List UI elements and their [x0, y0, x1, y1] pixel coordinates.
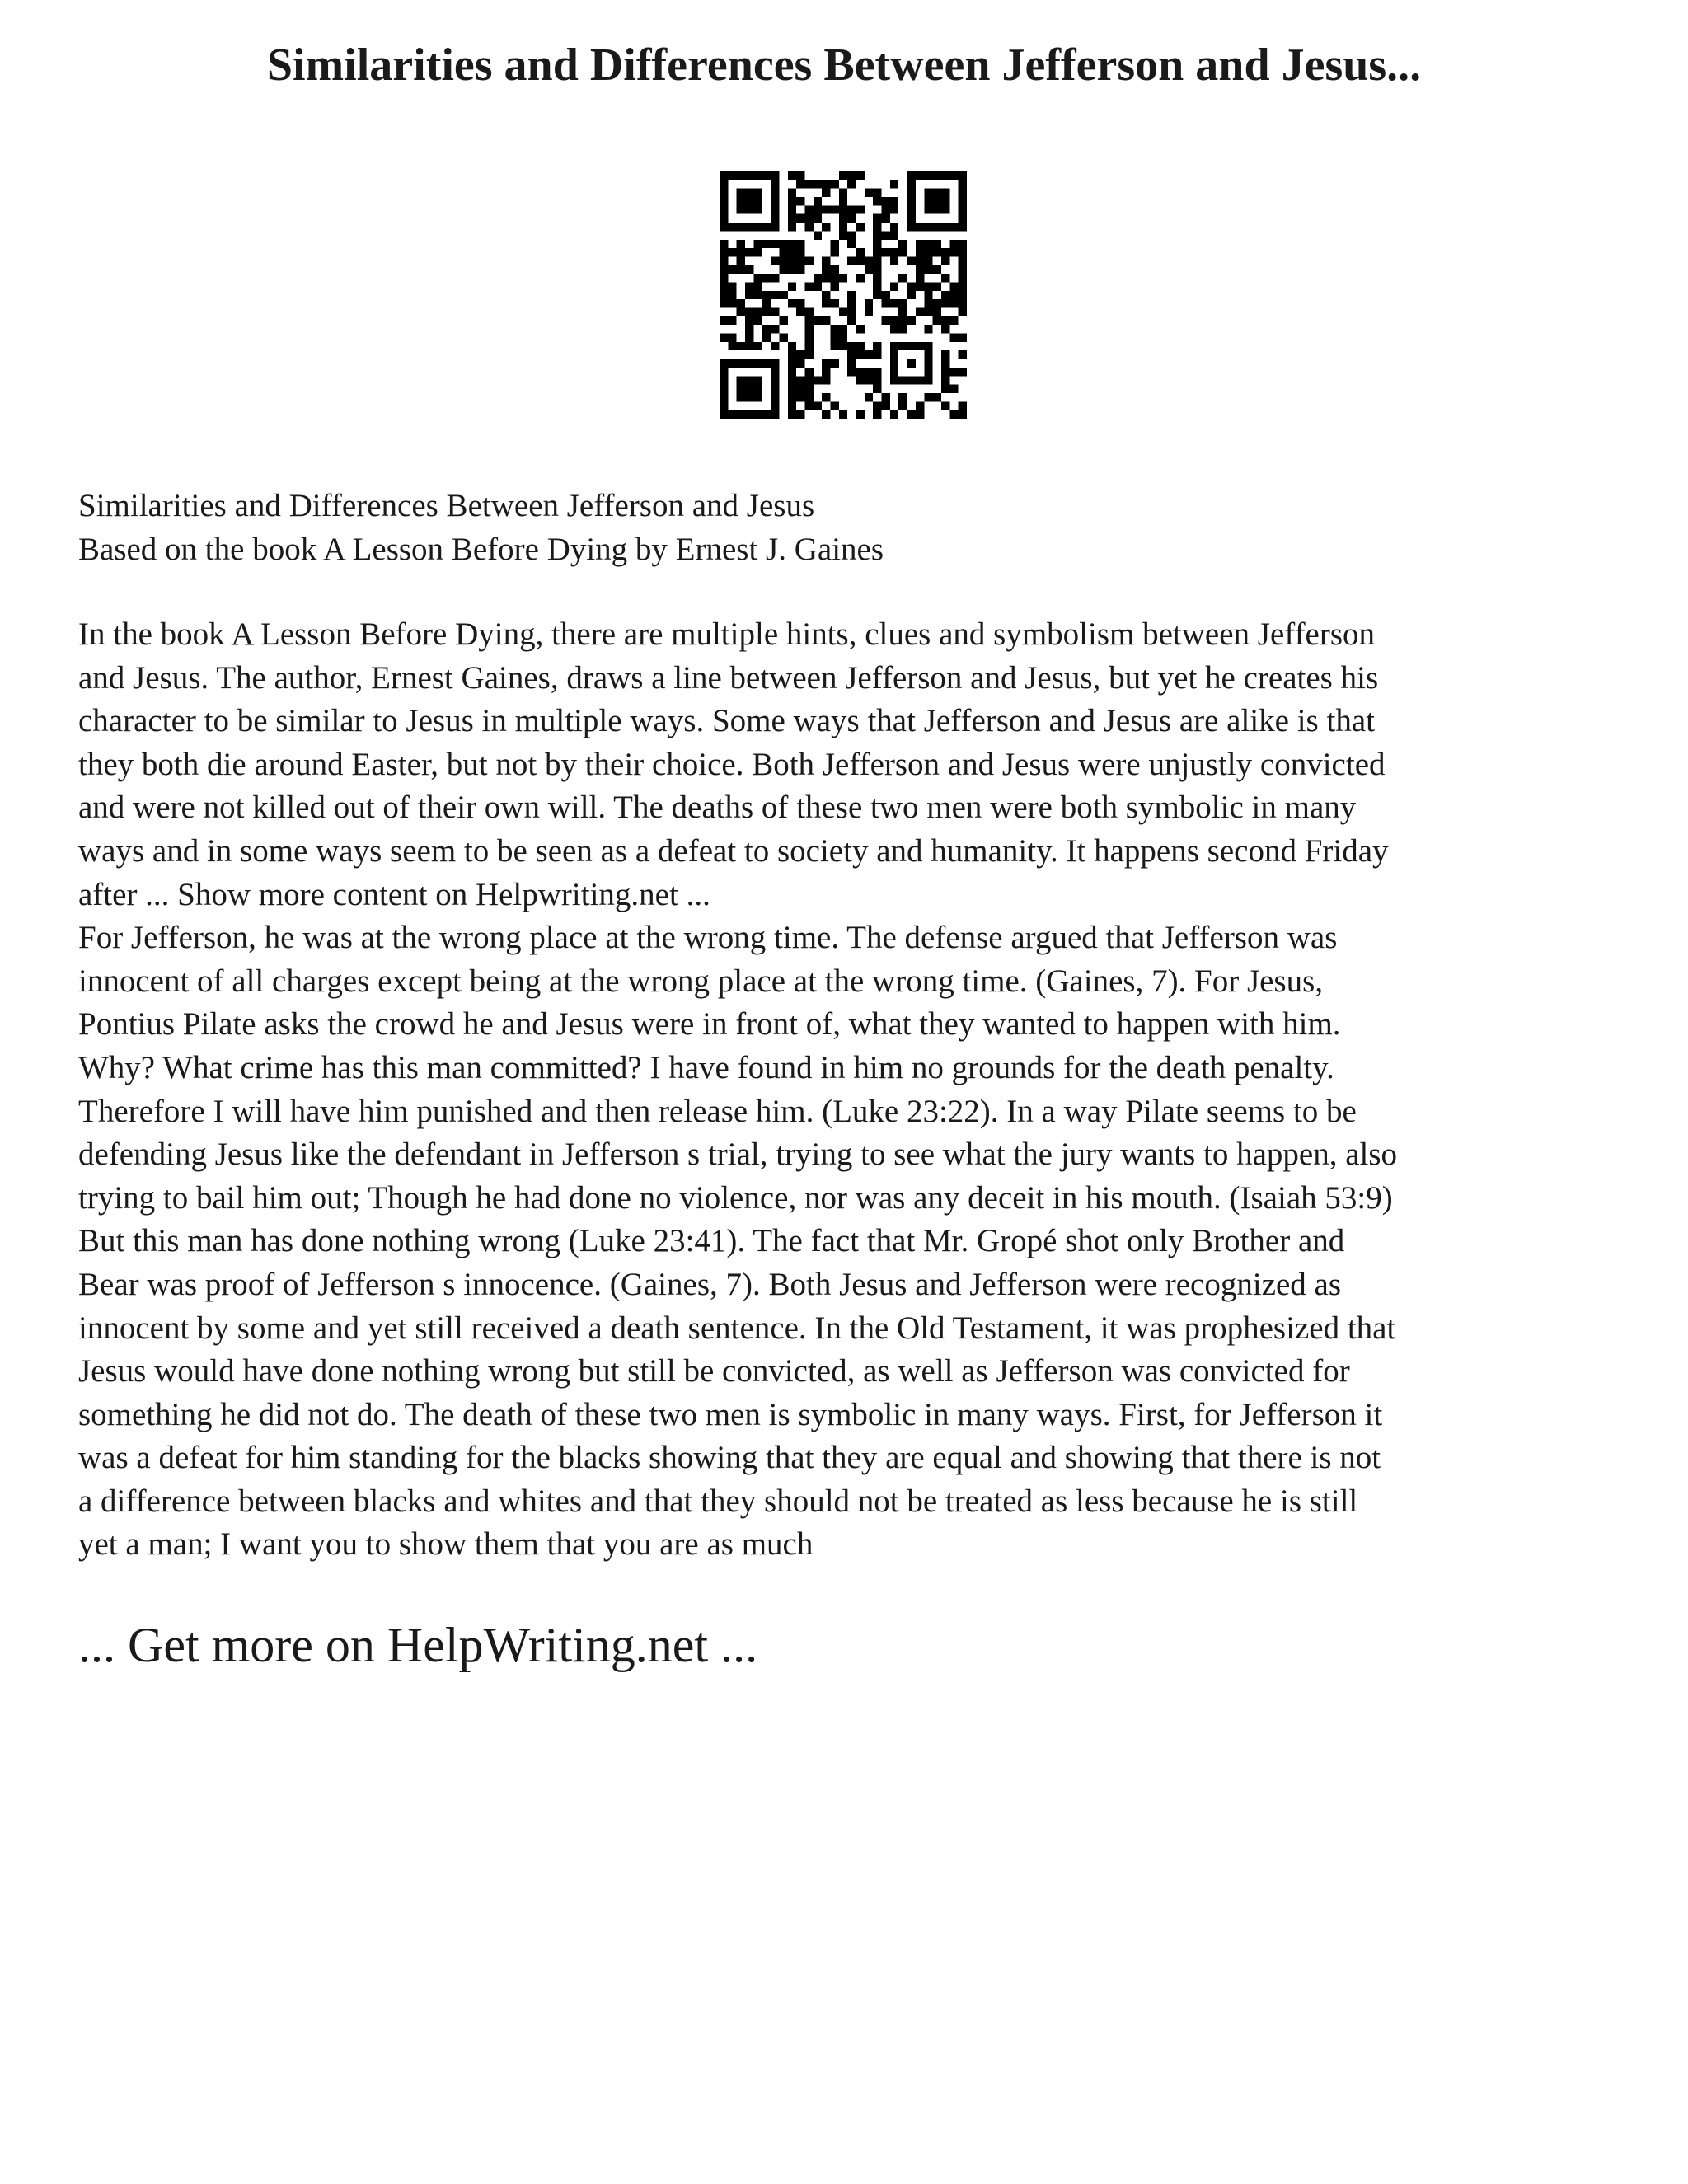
- subheading: [78, 484, 1628, 571]
- body-line: Why? What crime has this man committed? I have found in him no grounds for the death penalty.: [78, 1049, 1334, 1085]
- body-line: they both die around Easter, but not by their choice. Both Jefferson and Jesus were unjustly convicted: [78, 746, 1386, 782]
- body-line: yet a man; I want you to show them that you are as much: [78, 1526, 814, 1563]
- subheading-line: Similarities and Differences Between Jefferson and Jesus: [78, 488, 815, 523]
- body-line: Pontius Pilate asks the crowd he and Jesus were in front of, what they wanted to happen with him.: [78, 1006, 1341, 1043]
- body-line: In the book A Lesson Before Dying, there are multiple hints, clues and symbolism between Jefferson: [78, 616, 1376, 652]
- body-line: character to be similar to Jesus in multiple ways. Some ways that Jefferson and Jesus are alike is that: [78, 703, 1375, 739]
- body-line: a difference between blacks and whites and that they should not be treated as less because he is still: [78, 1483, 1358, 1519]
- body-line: ways and in some ways seem to be seen as a defeat to society and humanity. It happens second Friday: [78, 832, 1389, 869]
- body-line: and were not killed out of their own will. The deaths of these two men were both symbolic in many: [78, 790, 1357, 826]
- body-line: after ... Show more content on Helpwriting.net ...: [78, 876, 710, 912]
- body-line: Bear was proof of Jefferson s innocence. (Gaines, 7). Both Jesus and Jefferson were recognized as: [78, 1266, 1342, 1302]
- body-line: innocent by some and yet still received a death sentence. In the Old Testament, it was prophesized that: [78, 1310, 1396, 1346]
- body-line: Jesus would have done nothing wrong but still be convicted, as well as Jefferson was convicted for: [78, 1353, 1350, 1390]
- body-line: was a defeat for him standing for the blacks showing that they are equal and showing that there is not: [78, 1440, 1381, 1476]
- body-line: Therefore I will have him punished and then release him. (Luke 23:22). In a way Pilate seems to be: [78, 1093, 1357, 1129]
- body-line: defending Jesus like the defendant in Jefferson s trial, trying to see what the jury wants to happen, also: [78, 1137, 1398, 1173]
- page-title: Similarities and Differences Between Jefferson and Jesus...: [266, 40, 1422, 91]
- body-line: trying to bail him out; Though he had done no violence, nor was any deceit in his mouth. (Isaiah 53:9): [78, 1179, 1393, 1216]
- body-line: something he did not do. The death of these two men is symbolic in many ways. First, for Jefferson it: [78, 1396, 1383, 1432]
- qr-code-icon[interactable]: [720, 171, 967, 419]
- subheading-line: Based on the book A Lesson Before Dying by Ernest J. Gaines: [78, 532, 884, 567]
- body-line: and Jesus. The author, Ernest Gaines, draws a line between Jefferson and Jesus, but yet he creates his: [78, 659, 1379, 696]
- body-line: For Jefferson, he was at the wrong place at the wrong time. The defense argued that Jefferson was: [78, 920, 1338, 956]
- get-more-link[interactable]: ... Get more on HelpWriting.net ...: [78, 1618, 758, 1672]
- body-text: [78, 613, 1628, 1567]
- body-line: But this man has done nothing wrong (Luke 23:41). The fact that Mr. Gropé shot only Brother and: [78, 1223, 1345, 1259]
- body-line: innocent of all charges except being at the wrong place at the wrong time. (Gaines, 7). For Jesus,: [78, 963, 1324, 999]
